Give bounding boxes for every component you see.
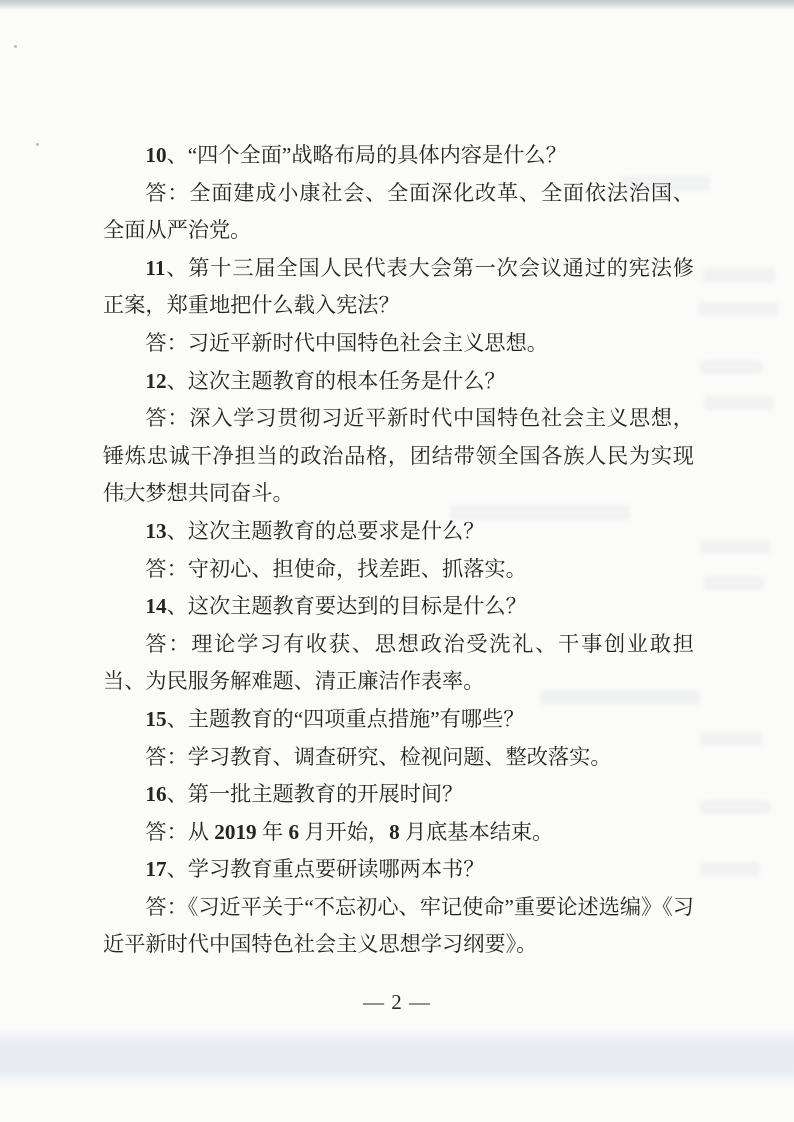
answer-paragraph: 答：学习教育、调查研究、检视问题、整改落实。 [145, 744, 612, 769]
question-paragraph: 14、这次主题教育要达到的目标是什么？ [145, 594, 527, 619]
question-paragraph: 10、“四个全面”战略布局的具体内容是什么？ [145, 143, 567, 167]
bleed-through-artifact [700, 862, 760, 876]
answer-paragraph: 答：理论学习有收获、思想政治受洗礼、干事创业敢担当、为民服务解难题、清正廉洁作表率。 [103, 631, 694, 694]
answer-paragraph: 答：全面建成小康社会、全面深化改革、全面依法治国、全面从严治党。 [103, 180, 694, 243]
answer-paragraph: 答：深入学习贯彻习近平新时代中国特色社会主义思想，锤炼忠诚干净担当的政治品格，团结带领全国各族人民为实现伟大梦想共同奋斗。 [103, 406, 694, 506]
question-paragraph: 13、这次主题教育的总要求是什么？ [145, 518, 485, 543]
bleed-through-artifact [700, 732, 762, 746]
question-paragraph: 12、这次主题教育的根本任务是什么？ [145, 368, 506, 393]
scan-edge-artifact [0, 0, 794, 10]
page-number: — 2 — [363, 990, 431, 1014]
bleed-through-artifact [703, 268, 775, 283]
answer-paragraph: 答：从 2019 年 6 月开始，8 月底基本结束。 [145, 819, 554, 844]
question-paragraph: 11、第十三届全国人民代表大会第一次会议通过的宪法修正案，郑重地把什么载入宪法？ [103, 255, 694, 318]
question-paragraph: 17、学习教育重点要研读哪两本书？ [145, 857, 485, 882]
question-paragraph: 16、第一批主题教育的开展时间？ [145, 782, 464, 807]
bleed-through-artifact [700, 800, 770, 814]
question-paragraph: 15、主题教育的“四项重点措施”有哪些？ [145, 706, 525, 731]
scan-speck-artifact [36, 143, 39, 146]
bleed-through-artifact [700, 360, 762, 374]
bleed-through-artifact [704, 576, 764, 590]
answer-paragraph: 答：习近平新时代中国特色社会主义思想。 [145, 330, 548, 355]
scan-band-artifact [0, 1028, 794, 1086]
bleed-through-artifact [700, 540, 770, 554]
bleed-through-artifact [698, 302, 778, 316]
answer-paragraph: 答：守初心、担使命，找差距、抓落实。 [145, 556, 527, 581]
scan-speck-artifact [14, 45, 17, 48]
bleed-through-artifact [704, 396, 774, 410]
answer-paragraph: 答：《习近平关于“不忘初心、牢记使命”重要论述选编》《习近平新时代中国特色社会主义思想学习纲要》。 [103, 894, 694, 957]
document-body [103, 137, 694, 964]
